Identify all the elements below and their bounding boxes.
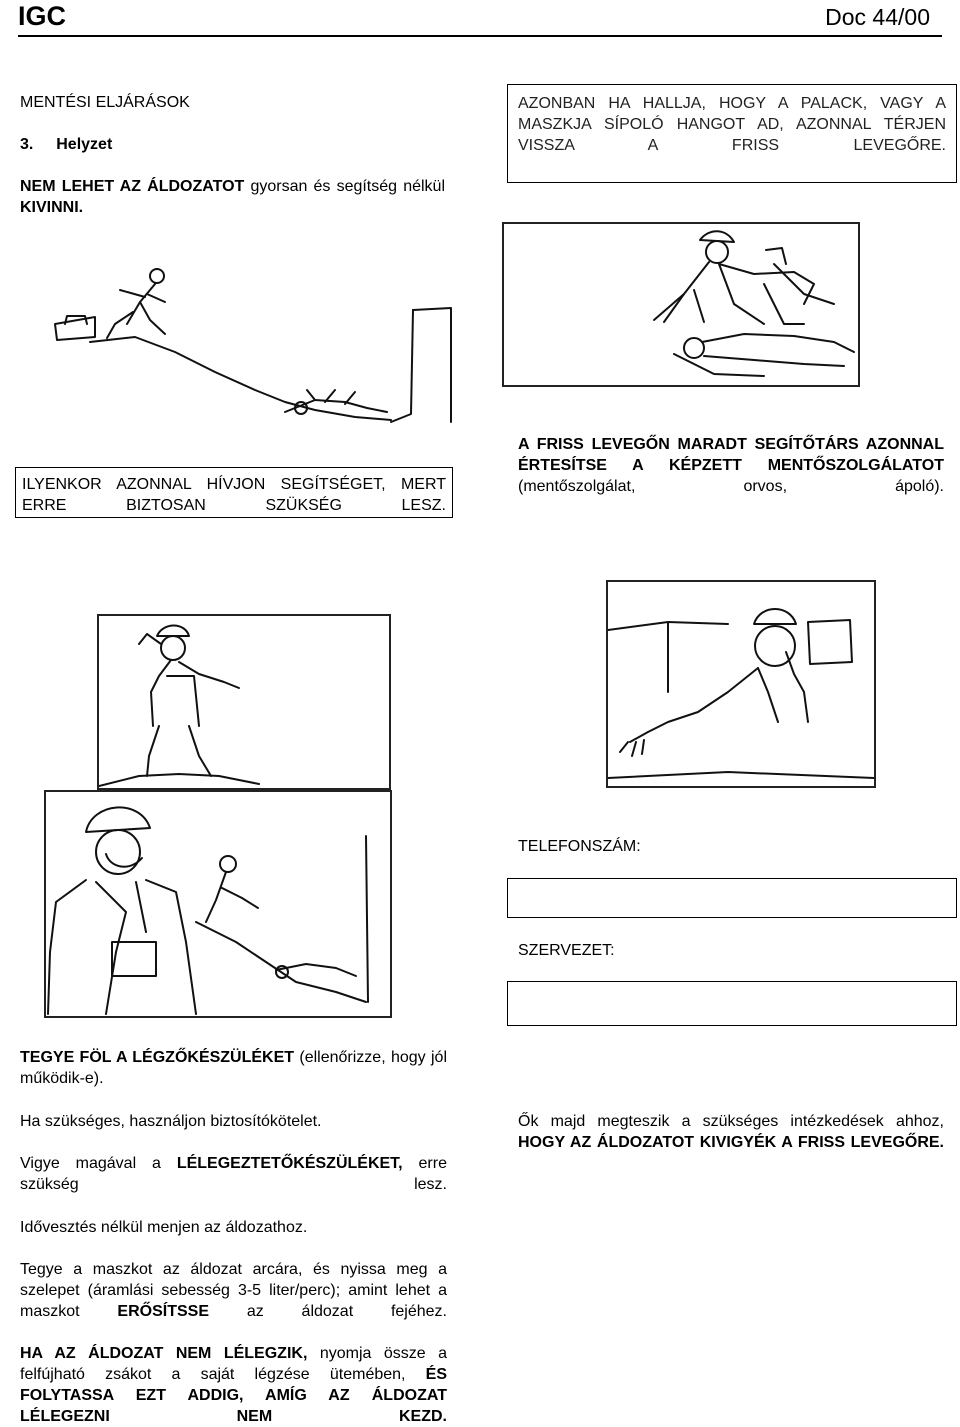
step-bring-resuscitator (20, 1153, 447, 1195)
situation-label: Helyzet (56, 136, 113, 153)
step-apply-mask (20, 1259, 447, 1322)
warning-box (507, 84, 957, 183)
doc-org: IGC (18, 1, 67, 31)
step5-tail: az áldozat fejéhez. (208, 1303, 447, 1320)
notify-paragraph (518, 434, 944, 497)
step3-bold: LÉLEGEZTETŐKÉSZÜLÉKET, (176, 1155, 403, 1172)
illustration-slope-victim (15, 262, 453, 427)
step3-tail: erre szükség lesz. (20, 1155, 447, 1193)
intro-paragraph (20, 176, 445, 218)
org-label: SZERVEZET: (518, 942, 615, 959)
illustration-raise-alarm (97, 614, 391, 790)
step5-normal: Tegye a maszkot az áldozat arcára, és nyissa meg a szelepet (áramlási sebesség 3-5 liter/perc); amint lehet a maszkot (20, 1261, 447, 1320)
call-help-box (15, 467, 453, 518)
step6-bold-2: ÉS FOLYTASSA EZT ADDIG, AMÍG AZ ÁLDOZAT LÉLEGEZNI NEM KEZD. (20, 1366, 447, 1425)
doc-number: Doc 44/00 (825, 4, 930, 30)
step1-bold: TEGYE FÖL A LÉGZŐKÉSZÜLÉKET (20, 1049, 295, 1066)
notify-bold: A FRISS LEVEGŐN MARADT SEGÍTŐTÁRS AZONNAL ÉRTESÍTSE A KÉPZETT MENTŐSZOLGÁLATOT (518, 436, 944, 474)
they-act-paragraph (518, 1111, 944, 1153)
notify-normal: (mentőszolgálat, orvos, ápoló). (518, 478, 944, 495)
they-act-normal: Ők majd megteszik a szükséges intézkedések ahhoz, (518, 1113, 944, 1130)
intro-bold-1: NEM LEHET AZ ÁLDOZATOT (20, 178, 245, 195)
warning-text: AZONBAN HA HALLJA, HOGY A PALACK, VAGY A MASZKJA SÍPOLÓ HANGOT AD, AZONNAL TÉRJEN VISSZA A FRISS LEVEGŐRE. (518, 95, 946, 154)
intro-normal: gyorsan és segítség nélkül (244, 178, 445, 195)
step1-normal: (ellenőrizze, hogy jól működik-e). (20, 1049, 448, 1087)
step-safety-line: Ha szükséges, használjon biztosítókötelet. (20, 1113, 322, 1130)
step5-bold: ERŐSÍTSSE (117, 1303, 209, 1320)
step6-normal: nyomja össze a felfújható zsákot a saját légzése ütemében, (20, 1345, 447, 1383)
illustration-phone-call (606, 580, 876, 788)
step3-normal: Vigye magával a (20, 1155, 177, 1172)
they-act-bold: HOGY AZ ÁLDOZATOT KIVIGYÉK A FRISS LEVEGŐRE. (518, 1134, 944, 1151)
phone-field[interactable] (507, 878, 957, 918)
intro-bold-2: KIVINNI. (20, 199, 84, 216)
situation-number: 3. (20, 136, 34, 153)
situation-heading (20, 134, 112, 155)
phone-label: TELEFONSZÁM: (518, 838, 641, 855)
step-ventilate (20, 1343, 447, 1427)
step-put-on-apparatus (20, 1047, 447, 1089)
step6-bold-1: HA AZ ÁLDOZAT NEM LÉLEGZIK, (20, 1345, 308, 1362)
step-go-to-victim: Idővesztés nélkül menjen az áldozathoz. (20, 1219, 308, 1236)
section-title: MENTÉSI ELJÁRÁSOK (20, 94, 190, 111)
call-help-text: ILYENKOR AZONNAL HÍVJON SEGÍTSÉGET, MERT ERRE BIZTOSAN SZÜKSÉG LESZ. (22, 476, 446, 514)
header-rule (18, 35, 942, 37)
illustration-rescue-team (502, 222, 860, 387)
illustration-breathing-apparatus (44, 790, 392, 1018)
org-field[interactable] (507, 981, 957, 1026)
